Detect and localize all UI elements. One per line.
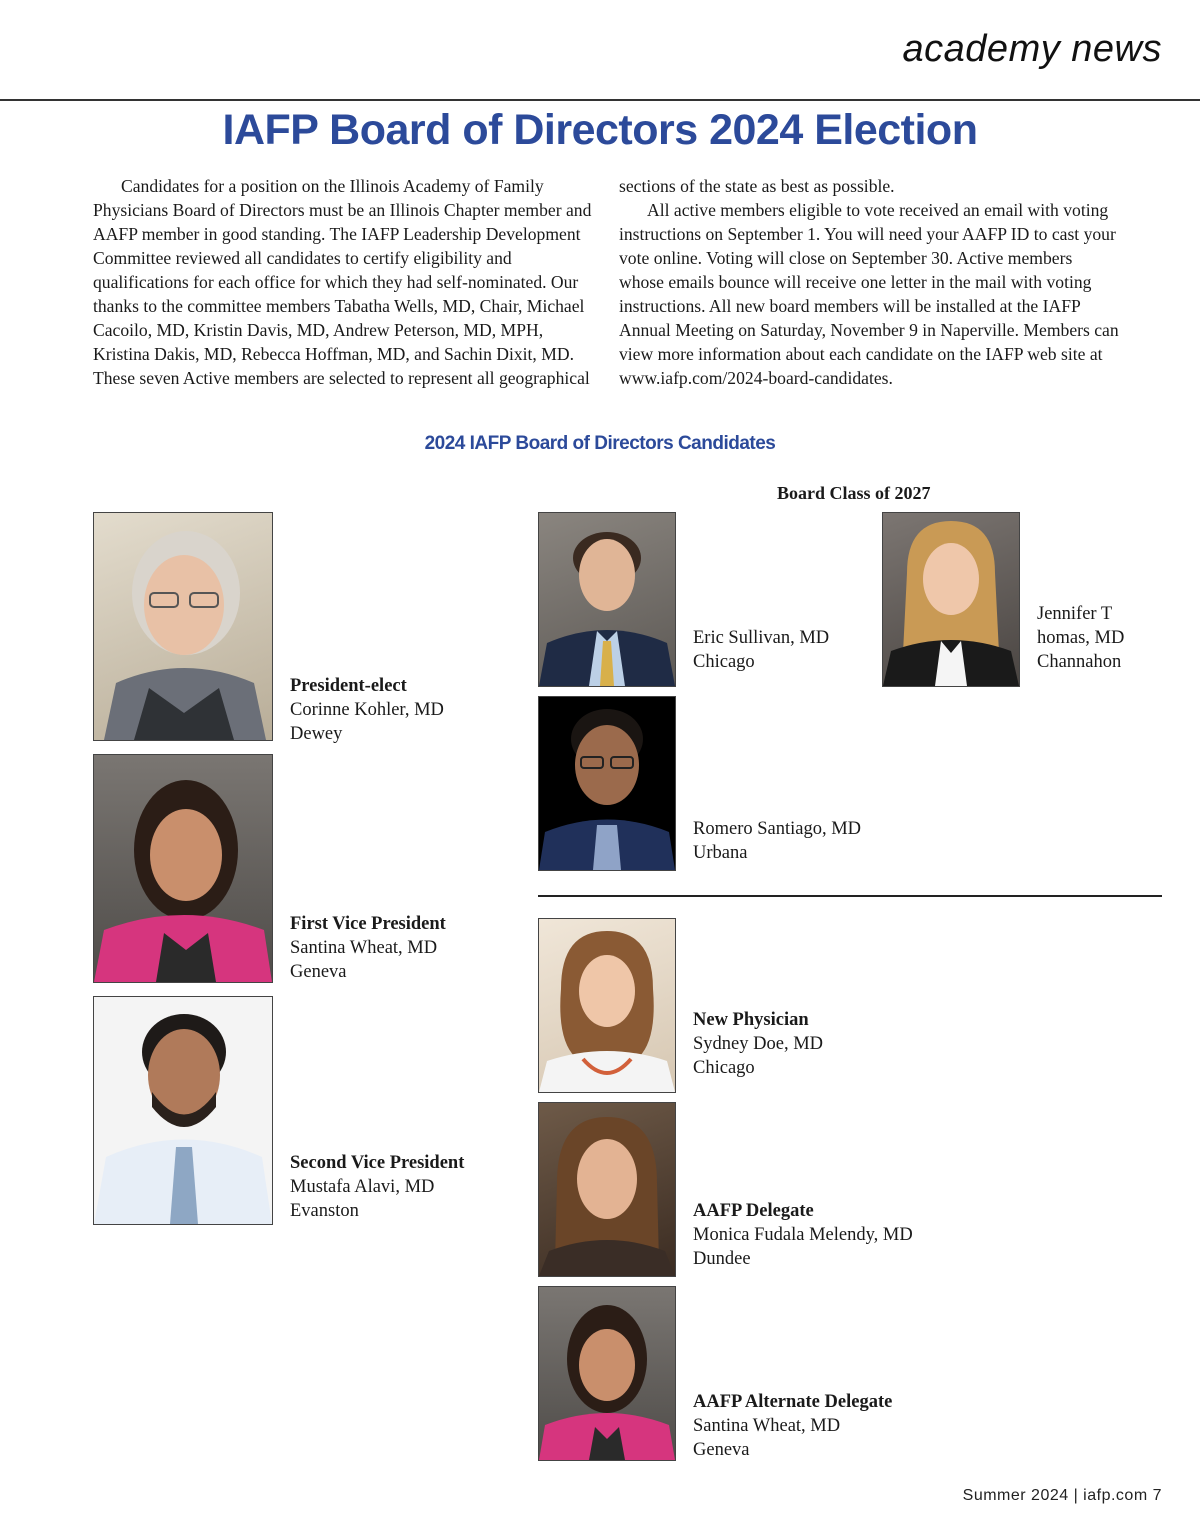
header-rule (0, 99, 1200, 101)
portrait-sullivan-image (539, 513, 675, 686)
candidate-city: Dundee (693, 1249, 751, 1269)
portrait-photo-thomas (882, 512, 1020, 687)
candidate-city: Urbana (693, 843, 748, 863)
portrait-photo-wheat-alternate (538, 1286, 676, 1461)
portrait-photo-alavi (93, 996, 273, 1225)
role-label: Second Vice President (290, 1153, 465, 1173)
caption-new-physician (693, 1008, 823, 1080)
candidate-name: Mustafa Alavi, MD (290, 1177, 435, 1197)
portrait-photo-kohler (93, 512, 273, 741)
section-label: academy news (902, 28, 1162, 70)
portrait-photo-doe (538, 918, 676, 1093)
portrait-wheat-alternate-image (539, 1287, 675, 1460)
candidate-name-line2: homas, MD (1037, 628, 1125, 648)
caption-second-vp (290, 1151, 464, 1223)
portrait-melendy-image (539, 1103, 675, 1276)
role-label: AAFP Alternate Delegate (693, 1392, 893, 1412)
candidate-name-line1: Jennifer T (1037, 604, 1113, 624)
role-label: President-elect (290, 676, 407, 696)
portrait-doe-image (539, 919, 675, 1092)
caption-president-elect (290, 674, 444, 746)
candidate-city: Chicago (693, 1058, 755, 1078)
portrait-photo-santiago (538, 696, 676, 871)
portrait-kohler-image (94, 513, 272, 740)
portrait-alavi-image (94, 997, 272, 1224)
caption-first-vp (290, 912, 446, 984)
portrait-photo-sullivan (538, 512, 676, 687)
candidate-name: Sydney Doe, MD (693, 1034, 824, 1054)
intro-left-column (93, 174, 599, 390)
intro-right-paragraph-1: sections of the state as best as possible. (619, 176, 895, 196)
candidate-city: Geneva (290, 962, 347, 982)
board-class-label: Board Class of 2027 (777, 483, 931, 503)
candidate-city: Geneva (693, 1440, 750, 1460)
candidate-city: Chicago (693, 652, 755, 672)
candidate-name: Santina Wheat, MD (693, 1416, 841, 1436)
portrait-santiago-image (539, 697, 675, 870)
caption-aafp-delegate (693, 1199, 913, 1271)
caption-board-sullivan (693, 626, 829, 674)
portrait-thomas-image (883, 513, 1019, 686)
caption-board-santiago (693, 817, 861, 865)
intro-left-paragraph: Candidates for a position on the Illinois Academy of Family Physicians Board of Directors must be an Illinois Chapter member and AAFP member in good standing. The IAFP Leadership Development Committee reviewed all candidates to certify eligibility and qualifications for each office for which they had self-nominated. Our thanks to the committee members Tabatha Wells, MD, Chair, Michael Cacoilo, MD, Kristin Davis, MD, Andrew Peterson, MD, MPH, Kristina Dakis, MD, Rebecca Hoffman, MD, and Sachin Dixit, MD. These seven Active members are selected to represent all geographical (93, 176, 592, 388)
candidate-city: Channahon (1037, 652, 1122, 672)
candidate-name: Eric Sullivan, MD (693, 628, 830, 648)
candidate-name: Monica Fudala Melendy, MD (693, 1225, 913, 1245)
portrait-photo-melendy (538, 1102, 676, 1277)
role-label: New Physician (693, 1010, 809, 1030)
caption-aafp-alternate (693, 1390, 892, 1462)
section-divider (538, 895, 1162, 897)
page-footer: Summer 2024 | iafp.com 7 (962, 1487, 1162, 1504)
candidate-name: Romero Santiago, MD (693, 819, 862, 839)
candidate-name: Santina Wheat, MD (290, 938, 438, 958)
intro-right-paragraph-2: All active members eligible to vote received an email with voting instructions on September 1. You will need your AAFP ID to cast your vote online. Voting will close on September 30. Active members whose emails bounce will receive one letter in the mail with voting instructions. All new board members will be installed at the IAFP Annual Meeting on Saturday, November 9 in Naperville. Members can view more information about each candidate on the IAFP web site at www.iafp.com/2024-board-candidates. (619, 200, 1119, 388)
portrait-wheat-image (94, 755, 272, 982)
caption-board-thomas (1037, 602, 1124, 674)
role-label: AAFP Delegate (693, 1201, 814, 1221)
role-label: First Vice President (290, 914, 446, 934)
portrait-photo-wheat (93, 754, 273, 983)
intro-right-column (619, 174, 1119, 390)
candidate-name: Corinne Kohler, MD (290, 700, 444, 720)
candidate-city: Dewey (290, 724, 343, 744)
page-title: IAFP Board of Directors 2024 Election (222, 106, 978, 154)
candidates-heading: 2024 IAFP Board of Directors Candidates (424, 433, 776, 454)
candidate-city: Evanston (290, 1201, 359, 1221)
